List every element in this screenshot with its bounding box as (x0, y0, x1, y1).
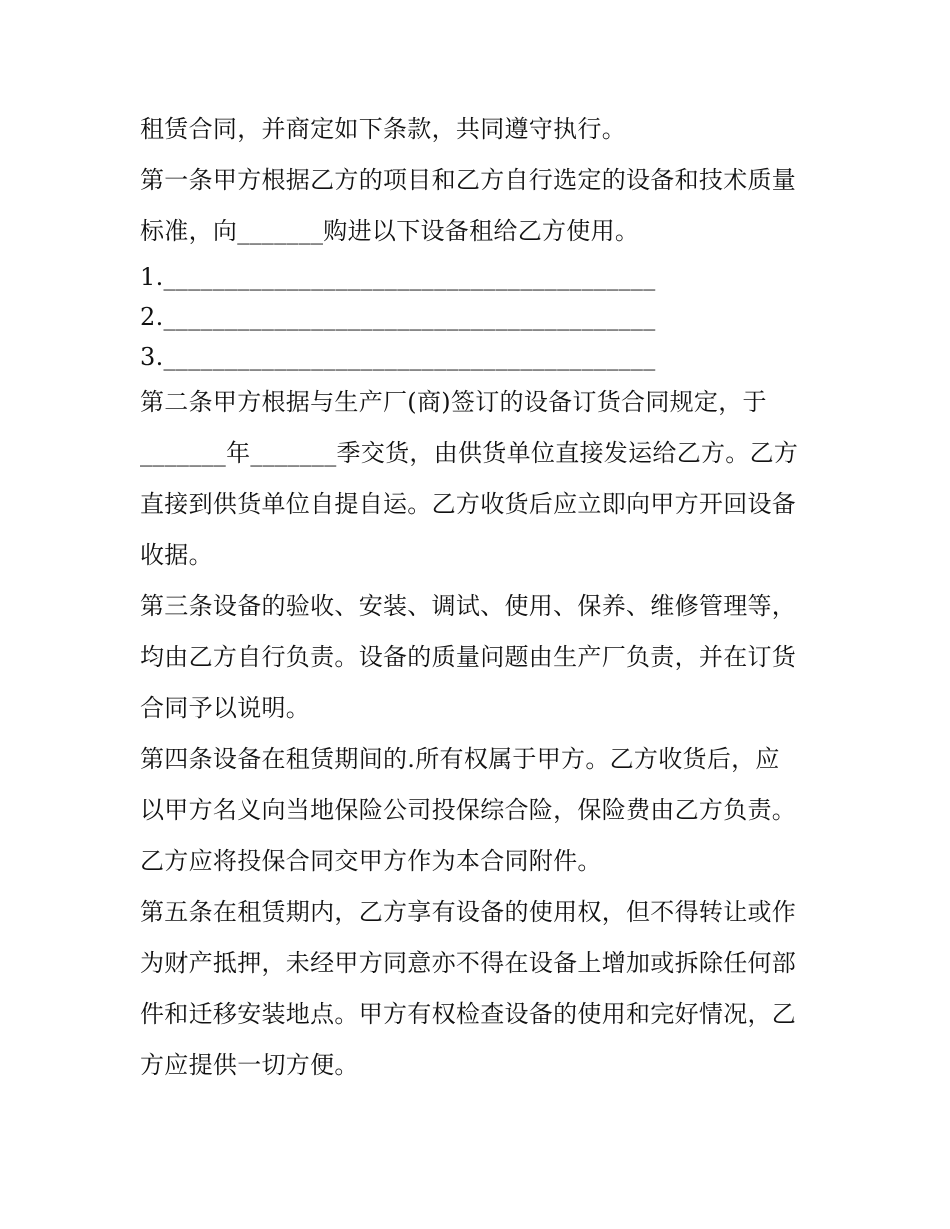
text-line: 均由乙方自行负责。设备的质量问题由生产厂负责，并在订货 (140, 643, 797, 671)
article-4-line: 第四条设备在租赁期间的.所有权属于甲方。乙方收货后，应 (140, 745, 780, 773)
text-line: 收据。 (140, 541, 213, 569)
text-line: 乙方应将投保合同交甲方作为本合同附件。 (140, 847, 602, 875)
blank-item-1: 1.________________________________________ (140, 263, 656, 291)
blank-item-3: 3.________________________________________ (140, 343, 656, 371)
article-2-line: 第二条甲方根据与生产厂(商)签订的设备订货合同规定，于 (140, 388, 767, 416)
text-line: 合同予以说明。 (140, 694, 311, 722)
text-line: 为财产抵押，未经甲方同意亦不得在设备上增加或拆除任何部 (140, 949, 797, 977)
article-5-line: 第五条在租赁期内，乙方享有设备的使用权，但不得转让或作 (140, 898, 797, 926)
text-line: 租赁合同，并商定如下条款，共同遵守执行。 (140, 115, 626, 143)
text-line: 以甲方名义向当地保险公司投保综合险，保险费由乙方负责。 (140, 796, 797, 824)
text-line: 件和迁移安装地点。甲方有权检查设备的使用和完好情况，乙 (140, 1000, 797, 1028)
blank-item-2: 2.________________________________________ (140, 303, 656, 331)
text-line: _______年_______季交货，由供货单位直接发运给乙方。乙方 (140, 439, 799, 467)
text-line: 标准，向_______购进以下设备租给乙方使用。 (140, 217, 640, 245)
text-line: 直接到供货单位自提自运。乙方收货后应立即向甲方开回设备 (140, 490, 797, 518)
text-line: 方应提供一切方便。 (140, 1051, 359, 1079)
article-1-line: 第一条甲方根据乙方的项目和乙方自行选定的设备和技术质量 (140, 166, 797, 194)
article-3-line: 第三条设备的验收、安装、调试、使用、保养、维修管理等， (140, 592, 797, 620)
document-body (140, 104, 820, 1091)
